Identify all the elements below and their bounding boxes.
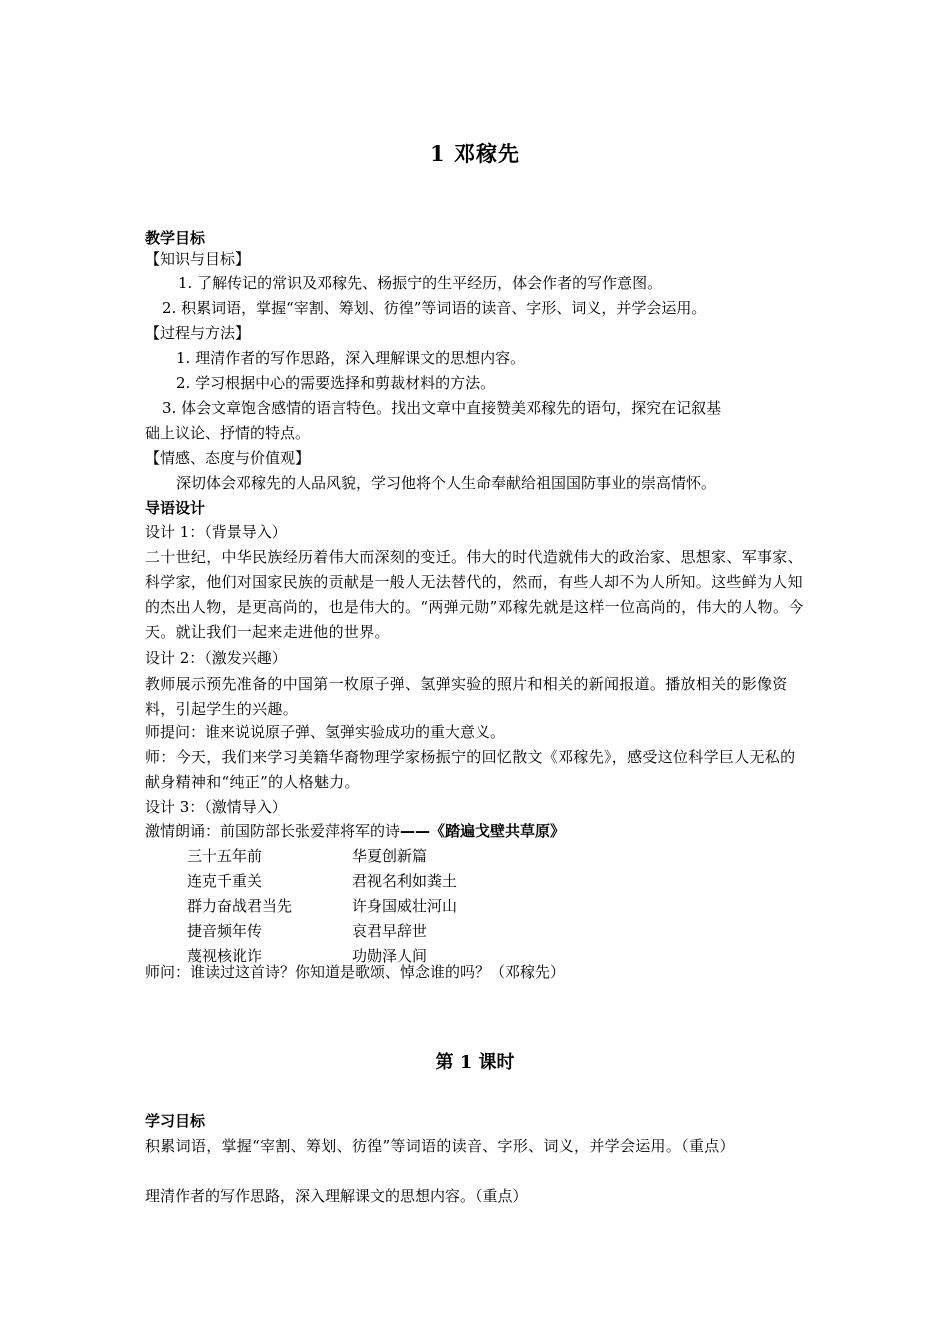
teaching-goals-heading: 教学目标 (145, 229, 206, 247)
poem-line-2a: 连克千重关 (187, 872, 263, 890)
design-3-question: 师问：谁读过这首诗？你知道是歌颂、悼念谁的吗？（邓稼先） (145, 963, 566, 981)
design-1-label: 设计 1：（背景导入） (145, 523, 287, 541)
design-2-label: 设计 2：（激发兴趣） (145, 649, 287, 667)
emotion-goal-1: 深切体会邓稼先的人品风貌，学习他将个人生命奉献给祖国国防事业的崇高情怀。 (176, 474, 717, 492)
poem-line-1a: 三十五年前 (187, 847, 263, 865)
learning-goal-1: 积累词语，掌握“宰割、筹划、彷徨”等词语的读音、字形、词义，并学会运用。（重点） (145, 1137, 735, 1155)
poem-line-2b: 君视名利如粪土 (352, 872, 458, 890)
poem-line-5b: 功勋泽人间 (352, 947, 428, 965)
poem-title: ——《踏遍戈壁共草原》 (400, 822, 566, 840)
lesson-1-title: 第 1 课时 (435, 1052, 515, 1073)
design-3-recitation (145, 821, 565, 841)
design-1-text: 二十世纪，中华民族经历着伟大而深刻的变迁。伟大的时代造就伟大的政治家、思想家、军事家、科学家，他们对国家民族的贡献是一般人无法替代的，然而，有些人却不为人所知。这些鲜为人知的杰出人物，是更高尚的，也是伟大的。“两弹元勋”邓稼先就是这样一位高尚的，伟大的人物。今天。就让我们一起来走进他的世界。 (145, 548, 804, 641)
poem-line-3a: 群力奋战君当先 (187, 897, 293, 915)
poem-line-3b: 许身国威壮河山 (352, 897, 458, 915)
process-goals-heading: 【过程与方法】 (145, 324, 251, 342)
poem-line-4a: 捷音频年传 (187, 922, 263, 940)
process-goal-3-line1: 3. 体会文章饱含感情的语言特色。找出文章中直接赞美邓稼先的语句，探究在记叙基 (162, 399, 722, 417)
poem-line-1b: 华夏创新篇 (352, 847, 428, 865)
intro-design-heading: 导语设计 (145, 499, 206, 517)
design-2-text: 教师展示预先准备的中国第一枚原子弹、氢弹实验的照片和相关的新闻报道。播放相关的影像资料，引起学生的兴趣。 (145, 675, 788, 718)
learning-goal-2: 理清作者的写作思路，深入理解课文的思想内容。（重点） (145, 1187, 528, 1205)
document-title: 1 邓稼先 (430, 141, 520, 166)
design-2-teacher-text: 师：今天，我们来学习美籍华裔物理学家杨振宁的回忆散文《邓稼先》，感受这位科学巨人无私的献身精神和“纯正”的人格魅力。 (145, 748, 796, 791)
poem-line-5a: 蔑视核讹诈 (187, 947, 263, 965)
process-goal-2: 2. 学习根据中心的需要选择和剪裁材料的方法。 (176, 374, 496, 392)
knowledge-goals-heading: 【知识与目标】 (145, 250, 251, 268)
process-goal-3-line2: 础上议论、抒情的特点。 (145, 424, 311, 442)
poem-line-4b: 哀君早辞世 (352, 922, 428, 940)
knowledge-goal-1: 1. 了解传记的常识及邓稼先、杨振宁的生平经历，体会作者的写作意图。 (178, 274, 663, 292)
process-goal-1: 1. 理清作者的写作思路，深入理解课文的思想内容。 (176, 349, 526, 367)
recitation-prefix: 激情朗诵：前国防部长张爱萍将军的诗 (145, 822, 401, 840)
design-3-label: 设计 3：（激情导入） (145, 798, 287, 816)
learning-goals-heading: 学习目标 (145, 1112, 206, 1130)
design-2-question: 师提问：谁来说说原子弹、氢弹实验成功的重大意义。 (145, 723, 506, 741)
emotion-goals-heading: 【情感、态度与价值观】 (145, 449, 311, 467)
knowledge-goal-2: 2. 积累词语，掌握“宰割、筹划、彷徨”等词语的读音、字形、词义，并学会运用。 (162, 299, 707, 317)
